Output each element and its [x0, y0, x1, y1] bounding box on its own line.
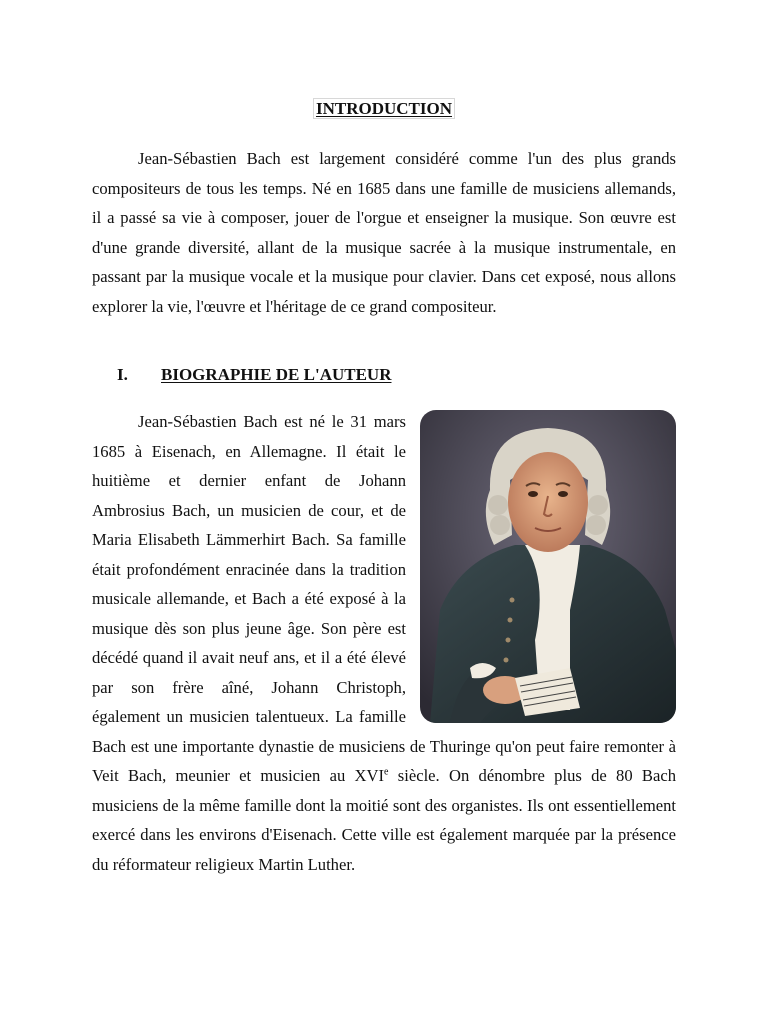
biography-text-end: siècle. On dénombre plus de 80 Bach musiciens de la même famille dont la moitié sont des organistes. Ils ont essentiellement exercé dans les environs d'Eisenach. Cette ville est également marquée par la présence du réformateur religieux Martin Luther.: [92, 766, 676, 874]
introduction-title: [0, 99, 768, 119]
section-number: I.: [117, 365, 128, 384]
biography-text-main: Jean-Sébastien Bach est né le 31 mars 1685 à Eisenach, en Allemagne. Il était le huitième et dernier enfant de Johann Ambrosius Bach, un musicien de cour, et de Maria Elisabeth Lämmerhirt Bach. Sa famille était profondément enracinée dans la tradition musicale allemande, et Bach a été exposé à la musique dès son plus jeune âge. Son père est décédé quand il avait neuf ans, et il a été élevé par son frère aîné, Johann Christoph, également un musicien talentueux. La famille Bach est une importante dynastie de musiciens de Thuringe qu'on peut faire remonter à Veit Bach, meunier et musicien au XVI: [92, 412, 676, 785]
section-title: BIOGRAPHIE DE L'AUTEUR: [161, 365, 392, 384]
bach-portrait: [420, 410, 676, 723]
introduction-paragraph: Jean-Sébastien Bach est largement considéré comme l'un des plus grands compositeurs de tous les temps. Né en 1685 dans une famille de musiciens allemands, il a passé sa vie à composer, jouer de l'orgue et enseigner la musique. Son œuvre est d'une grande diversité, allant de la musique sacrée à la musique instrumentale, en passant par la musique vocale et la musique pour clavier. Dans cet exposé, nous allons explorer la vie, l'œuvre et l'héritage de ce grand compositeur.: [92, 149, 676, 316]
century-superscript: e: [384, 766, 389, 778]
introduction-title-text: INTRODUCTION: [313, 98, 455, 119]
section-heading: [117, 365, 391, 385]
biography-paragraph: [92, 407, 676, 879]
